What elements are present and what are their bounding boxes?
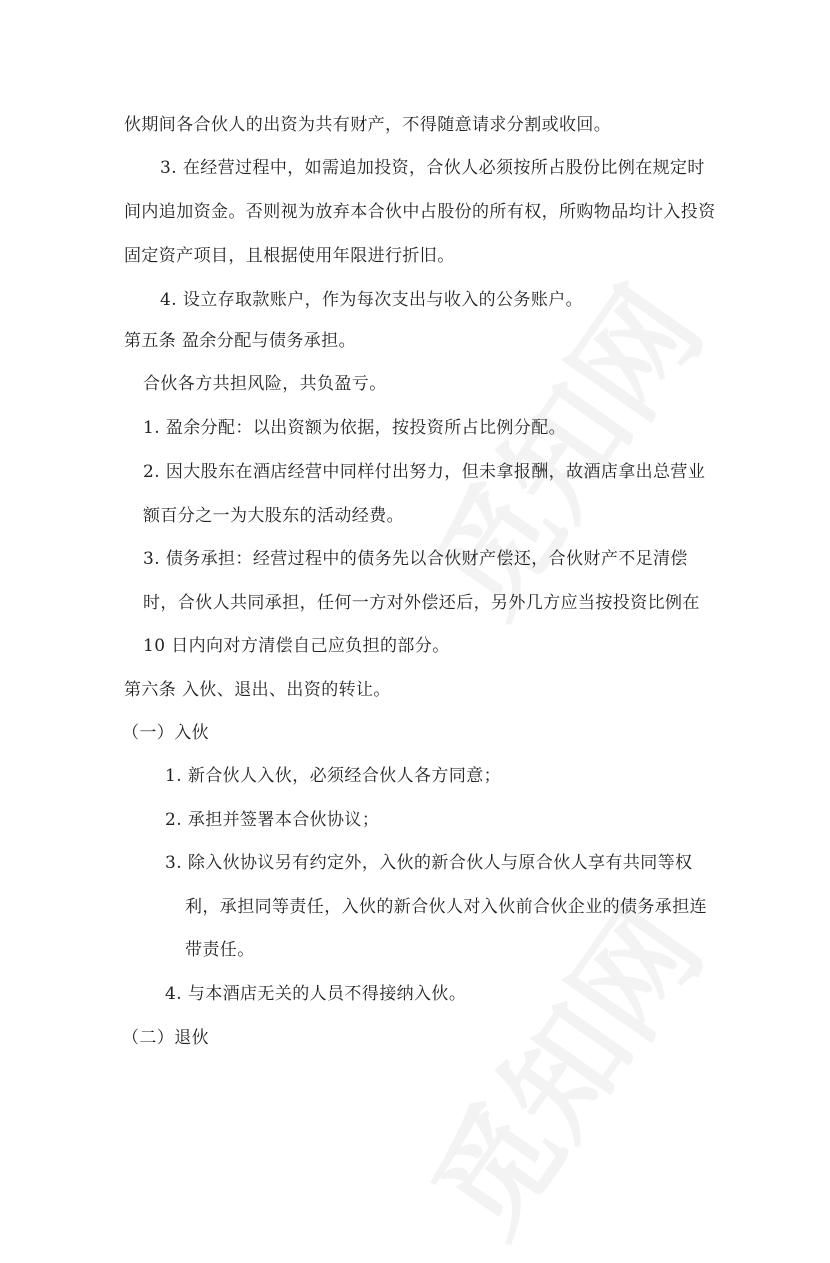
paragraph-line: 固定资产项目，且根据使用年限进行折旧。 xyxy=(124,246,455,266)
paragraph-line: 时，合伙人共同承担，任何一方对外偿还后，另外几方应当按投资比例在 xyxy=(143,593,700,613)
paragraph-line: 利，承担同等责任，入伙的新合伙人对入伙前合伙企业的债务承担连 xyxy=(185,897,707,917)
subsection-heading: （一）入伙 xyxy=(122,723,209,743)
list-item: 2. 因大股东在酒店经营中同样付出努力，但未拿报酬，故酒店拿出总营业 xyxy=(143,462,706,482)
list-item: 1. 新合伙人入伙，必须经合伙人各方同意； xyxy=(165,766,502,786)
list-item: 4. 与本酒店无关的人员不得接纳入伙。 xyxy=(165,984,467,1004)
list-item: 3. 在经营过程中，如需追加投资，合伙人必须按所占股份比例在规定时 xyxy=(160,158,705,178)
list-item: 1. 盈余分配：以出资额为依据，按投资所占比例分配。 xyxy=(143,418,567,438)
paragraph-line: 额百分之一为大股东的活动经费。 xyxy=(143,506,404,526)
paragraph-line: 10 日内向对方清偿自己应负担的部分。 xyxy=(143,636,450,656)
section-heading: 第六条 入伙、退出、出资的转让。 xyxy=(124,680,391,700)
watermark xyxy=(386,869,733,1263)
list-item: 3. 债务承担：经营过程中的债务先以合伙财产偿还，合伙财产不足清偿 xyxy=(143,549,688,569)
list-item: 2. 承担并签署本合伙协议； xyxy=(165,810,380,830)
paragraph-line: 伙期间各合伙人的出资为共有财产，不得随意请求分割或收回。 xyxy=(124,115,612,135)
paragraph-line: 间内追加资金。否则视为放弃本合伙中占股份的所有权，所购物品均计入投资 xyxy=(124,202,716,222)
list-item: 4. 设立存取款账户，作为每次支出与收入的公务账户。 xyxy=(160,290,584,310)
list-item: 3. 除入伙协议另有约定外，入伙的新合伙人与原合伙人享有共同等权 xyxy=(165,853,693,873)
paragraph-line: 带责任。 xyxy=(185,940,255,960)
paragraph-line: 合伙各方共担风险，共负盈亏。 xyxy=(143,374,387,394)
subsection-heading: （二）退伙 xyxy=(122,1028,209,1048)
section-heading: 第五条 盈余分配与债务承担。 xyxy=(124,331,357,351)
